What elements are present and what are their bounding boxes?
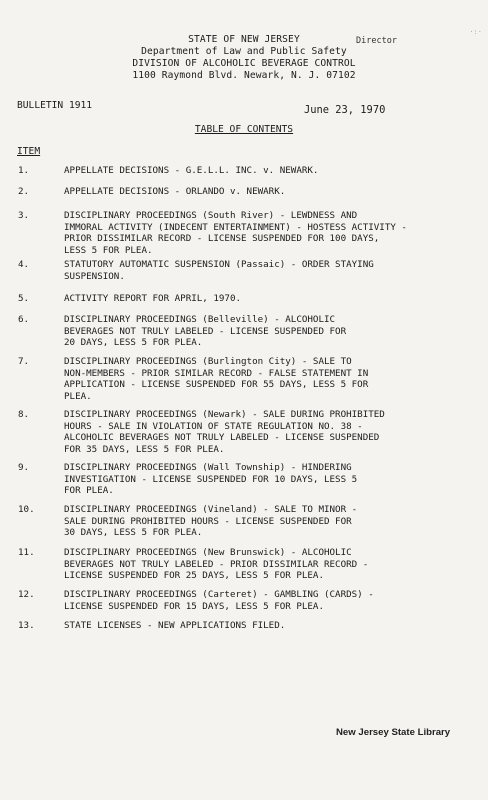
toc-item-line: APPELLATE DECISIONS - G.E.L.L. INC. v. NEWARK. (64, 165, 319, 176)
toc-item-number: 13. (18, 620, 35, 631)
toc-item-number: 8. (18, 409, 30, 420)
toc-item-line: SALE DURING PROHIBITED HOURS - LICENSE SUSPENDED FOR (64, 515, 352, 527)
toc-item-line: NON-MEMBERS - PRIOR SIMILAR RECORD - FALSE STATEMENT IN (64, 367, 369, 379)
toc-item-line: DISCIPLINARY PROCEEDINGS (Wall Township) - HINDERING (64, 462, 352, 473)
toc-item-text (64, 462, 484, 497)
item-column-header: ITEM (17, 146, 41, 157)
toc-item-line: DISCIPLINARY PROCEEDINGS (South River) - LEWDNESS AND (64, 210, 358, 221)
toc-item-number: 5. (18, 293, 30, 304)
toc-item-line: DISCIPLINARY PROCEEDINGS (Burlington City) - SALE TO (64, 356, 352, 367)
toc-item-line: DISCIPLINARY PROCEEDINGS (Vineland) - SALE TO MINOR - (64, 504, 358, 515)
toc-item-number: 11. (18, 547, 35, 558)
toc-item-number: 4. (18, 259, 30, 270)
toc-item-line: DISCIPLINARY PROCEEDINGS (Belleville) - ALCOHOLIC (64, 314, 336, 325)
toc-item-line: BEVERAGES NOT TRULY LABELED - LICENSE SUSPENDED FOR (64, 325, 347, 337)
director-label: Director (356, 36, 397, 46)
toc-item-text (64, 186, 484, 198)
toc-item-text (64, 210, 484, 256)
toc-item-line: LICENSE SUSPENDED FOR 15 DAYS, LESS 5 FOR PLEA. (64, 600, 324, 612)
toc-item-line: INVESTIGATION - LICENSE SUSPENDED FOR 10 DAYS, LESS 5 (64, 473, 358, 485)
toc-item-text (64, 165, 484, 177)
toc-item-text (64, 409, 484, 455)
toc-item-number: 6. (18, 314, 30, 325)
toc-item-text (64, 293, 484, 305)
toc-title: TABLE OF CONTENTS (194, 124, 294, 135)
toc-item-line: PRIOR DISSIMILAR RECORD - LICENSE SUSPENDED FOR 100 DAYS, (64, 233, 380, 244)
toc-item-line: DISCIPLINARY PROCEEDINGS (New Brunswick) - ALCOHOLIC (64, 547, 352, 558)
toc-item-line: 20 DAYS, LESS 5 FOR PLEA. (64, 337, 203, 348)
toc-item-line: DISCIPLINARY PROCEEDINGS (Newark) - SALE DURING PROHIBITED (64, 409, 385, 420)
toc-item-line: DISCIPLINARY PROCEEDINGS (Carteret) - GAMBLING (CARDS) - (64, 589, 374, 600)
header-state: STATE OF NEW JERSEY (188, 34, 300, 45)
header-department: Department of Law and Public Safety (141, 46, 347, 57)
toc-item-number: 7. (18, 356, 30, 367)
header-division: DIVISION OF ALCOHOLIC BEVERAGE CONTROL (132, 58, 356, 69)
toc-item-line: FOR PLEA. (64, 485, 114, 496)
toc-item-text (64, 314, 484, 349)
toc-item-line: APPELLATE DECISIONS - ORLANDO v. NEWARK. (64, 186, 286, 197)
toc-item-line: STATUTORY AUTOMATIC SUSPENSION (Passaic) - ORDER STAYING (64, 259, 374, 270)
toc-item-number: 1. (18, 165, 30, 176)
toc-item-line: IMMORAL ACTIVITY (INDECENT ENTERTAINMENT) - HOSTESS ACTIVITY - (64, 221, 407, 233)
toc-item-line: LICENSE SUSPENDED FOR 25 DAYS, LESS 5 FOR PLEA. (64, 570, 324, 581)
scan-speck: ·:· (469, 28, 482, 36)
toc-item-text (64, 259, 484, 282)
toc-item-text (64, 504, 484, 539)
toc-item-line: PLEA. (64, 390, 92, 402)
toc-item-line: APPLICATION - LICENSE SUSPENDED FOR 55 DAYS, LESS 5 FOR (64, 379, 369, 390)
toc-item-number: 9. (18, 462, 30, 473)
header-address: 1100 Raymond Blvd. Newark, N. J. 07102 (132, 70, 356, 81)
toc-item-text (64, 620, 484, 632)
toc-item-text (64, 547, 484, 582)
toc-item-line: LESS 5 FOR PLEA. (64, 244, 153, 256)
toc-item-line: STATE LICENSES - NEW APPLICATIONS FILED. (64, 620, 286, 631)
toc-item-number: 2. (18, 186, 30, 197)
toc-item-number: 12. (18, 589, 35, 600)
toc-item-line: ACTIVITY REPORT FOR APRIL, 1970. (64, 293, 242, 304)
toc-item-line: ALCOHOLIC BEVERAGES NOT TRULY LABELED - LICENSE SUSPENDED (64, 432, 380, 443)
toc-item-text (64, 356, 484, 402)
bulletin-number: BULLETIN 1911 (17, 100, 93, 111)
toc-item-line: SUSPENSION. (64, 270, 125, 282)
toc-item-line: FOR 35 DAYS, LESS 5 FOR PLEA. (64, 443, 225, 455)
library-stamp: New Jersey State Library (336, 727, 451, 738)
toc-item-line: HOURS - SALE IN VIOLATION OF STATE REGULATION NO. 38 - (64, 420, 363, 432)
toc-item-line: BEVERAGES NOT TRULY LABELED - PRIOR DISSIMILAR RECORD - (64, 558, 369, 570)
bulletin-date: June 23, 1970 (304, 104, 386, 116)
toc-item-text (64, 589, 484, 612)
toc-item-number: 3. (18, 210, 30, 221)
toc-item-number: 10. (18, 504, 35, 515)
toc-item-line: 30 DAYS, LESS 5 FOR PLEA. (64, 527, 203, 538)
